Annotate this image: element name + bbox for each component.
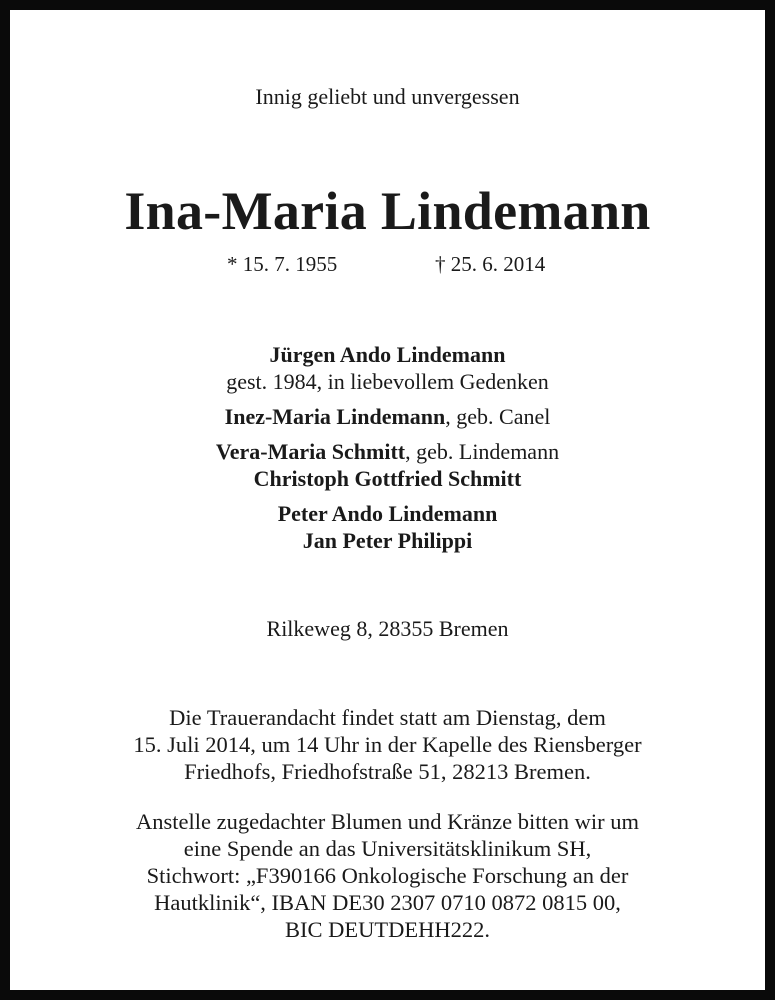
donation-line-1: Anstelle zugedachter Blumen und Kränze bitten wir um [136,809,639,834]
address: Rilkeweg 8, 28355 Bremen [266,616,509,641]
mourner-4 [20,466,755,492]
donation-line-2: eine Spende an das Universitätsklinikum SH, [183,836,592,861]
mourner-2-suffix: , geb. Canel [445,404,551,429]
mourner-6-name: Jan Peter Philippi [302,528,473,553]
mourner-1-note: gest. 1984, in liebevollem Gedenken [226,369,549,394]
mourner-4-name: Christoph Gottfried Schmitt [253,466,522,491]
donation-line-3: Stichwort: „F390166 Onkologische Forschung an der [146,863,629,888]
service-line-1: Die Trauerandacht findet statt am Dienstag, dem [169,705,606,730]
birth-date: * 15. 7. 1955 [227,252,338,276]
motto: Innig geliebt und unvergessen [255,84,520,109]
donation-line-4: Hautklinik“, IBAN DE30 2307 0710 0872 0815 00, [154,890,621,915]
mourner-2 [20,404,755,430]
mourner-3 [20,439,755,465]
mourner-5-name: Peter Ando Lindemann [277,501,498,526]
mourner-3-name: Vera-Maria Schmitt [215,439,406,464]
mourner-1-name: Jürgen Ando Lindemann [269,342,506,367]
service-line-2: 15. Juli 2014, um 14 Uhr in der Kapelle des Riensberger [133,732,642,757]
mourner-6 [20,528,755,554]
mourner-2-name: Inez-Maria Lindemann [224,404,446,429]
death-date: † 25. 6. 2014 [435,252,546,276]
life-dates [20,252,755,278]
donation-line-5: BIC DEUTDEHH222. [285,917,490,942]
service-line-3: Friedhofs, Friedhofstraße 51, 28213 Bremen. [184,759,591,784]
mourner-5 [20,501,755,527]
mourner-1 [20,342,755,368]
mourner-3-suffix: , geb. Lindemann [405,439,560,464]
deceased-name: Ina-Maria Lindemann [124,181,651,241]
